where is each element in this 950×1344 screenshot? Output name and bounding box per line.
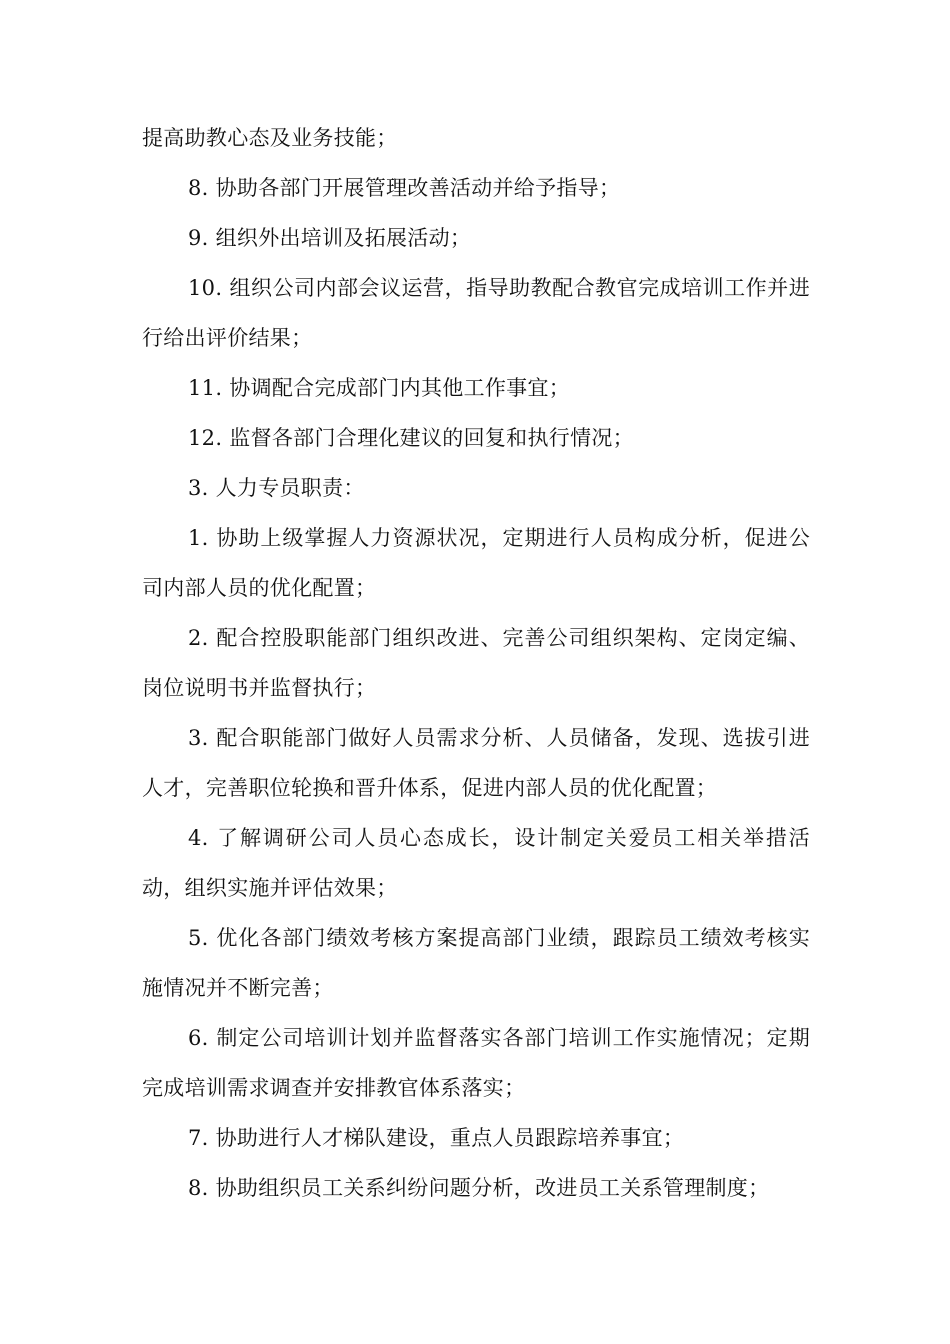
paragraph-10: 3. 配合职能部门做好人员需求分析、人员储备，发现、选拔引进人才，完善职位轮换和晋升体系，促进内部人员的优化配置； [142, 726, 810, 800]
paragraph-14: 7. 协助进行人才梯队建设，重点人员跟踪培养事宜； [188, 1126, 685, 1150]
paragraph-12: 5. 优化各部门绩效考核方案提高部门业绩，跟踪员工绩效考核实施情况并不断完善； [142, 926, 810, 1000]
section-heading-hr-specialist: 3. 人力专员职责： [188, 476, 365, 500]
paragraph-8: 1. 协助上级掌握人力资源状况，定期进行人员构成分析，促进公司内部人员的优化配置； [142, 526, 810, 600]
paragraph-13: 6. 制定公司培训计划并监督落实各部门培训工作实施情况；定期完成培训需求调查并安排教官体系落实； [142, 1026, 810, 1100]
paragraph-2: 8. 协助各部门开展管理改善活动并给予指导； [188, 176, 621, 200]
paragraph-11: 4. 了解调研公司人员心态成长，设计制定关爱员工相关举措活动，组织实施并评估效果； [142, 826, 810, 900]
paragraph-1: 提高助教心态及业务技能； [142, 126, 398, 150]
paragraph-3: 9. 组织外出培训及拓展活动； [188, 226, 472, 250]
paragraph-15: 8. 协助组织员工关系纠纷问题分析，改进员工关系管理制度； [188, 1176, 770, 1200]
paragraph-6: 12. 监督各部门合理化建议的回复和执行情况； [188, 426, 634, 450]
paragraph-4: 10. 组织公司内部会议运营，指导助教配合教官完成培训工作并进行给出评价结果； [142, 276, 810, 350]
paragraph-5: 11. 协调配合完成部门内其他工作事宜； [188, 376, 571, 400]
document-body [142, 113, 810, 1213]
paragraph-9: 2. 配合控股职能部门组织改进、完善公司组织架构、定岗定编、岗位说明书并监督执行； [142, 626, 810, 700]
